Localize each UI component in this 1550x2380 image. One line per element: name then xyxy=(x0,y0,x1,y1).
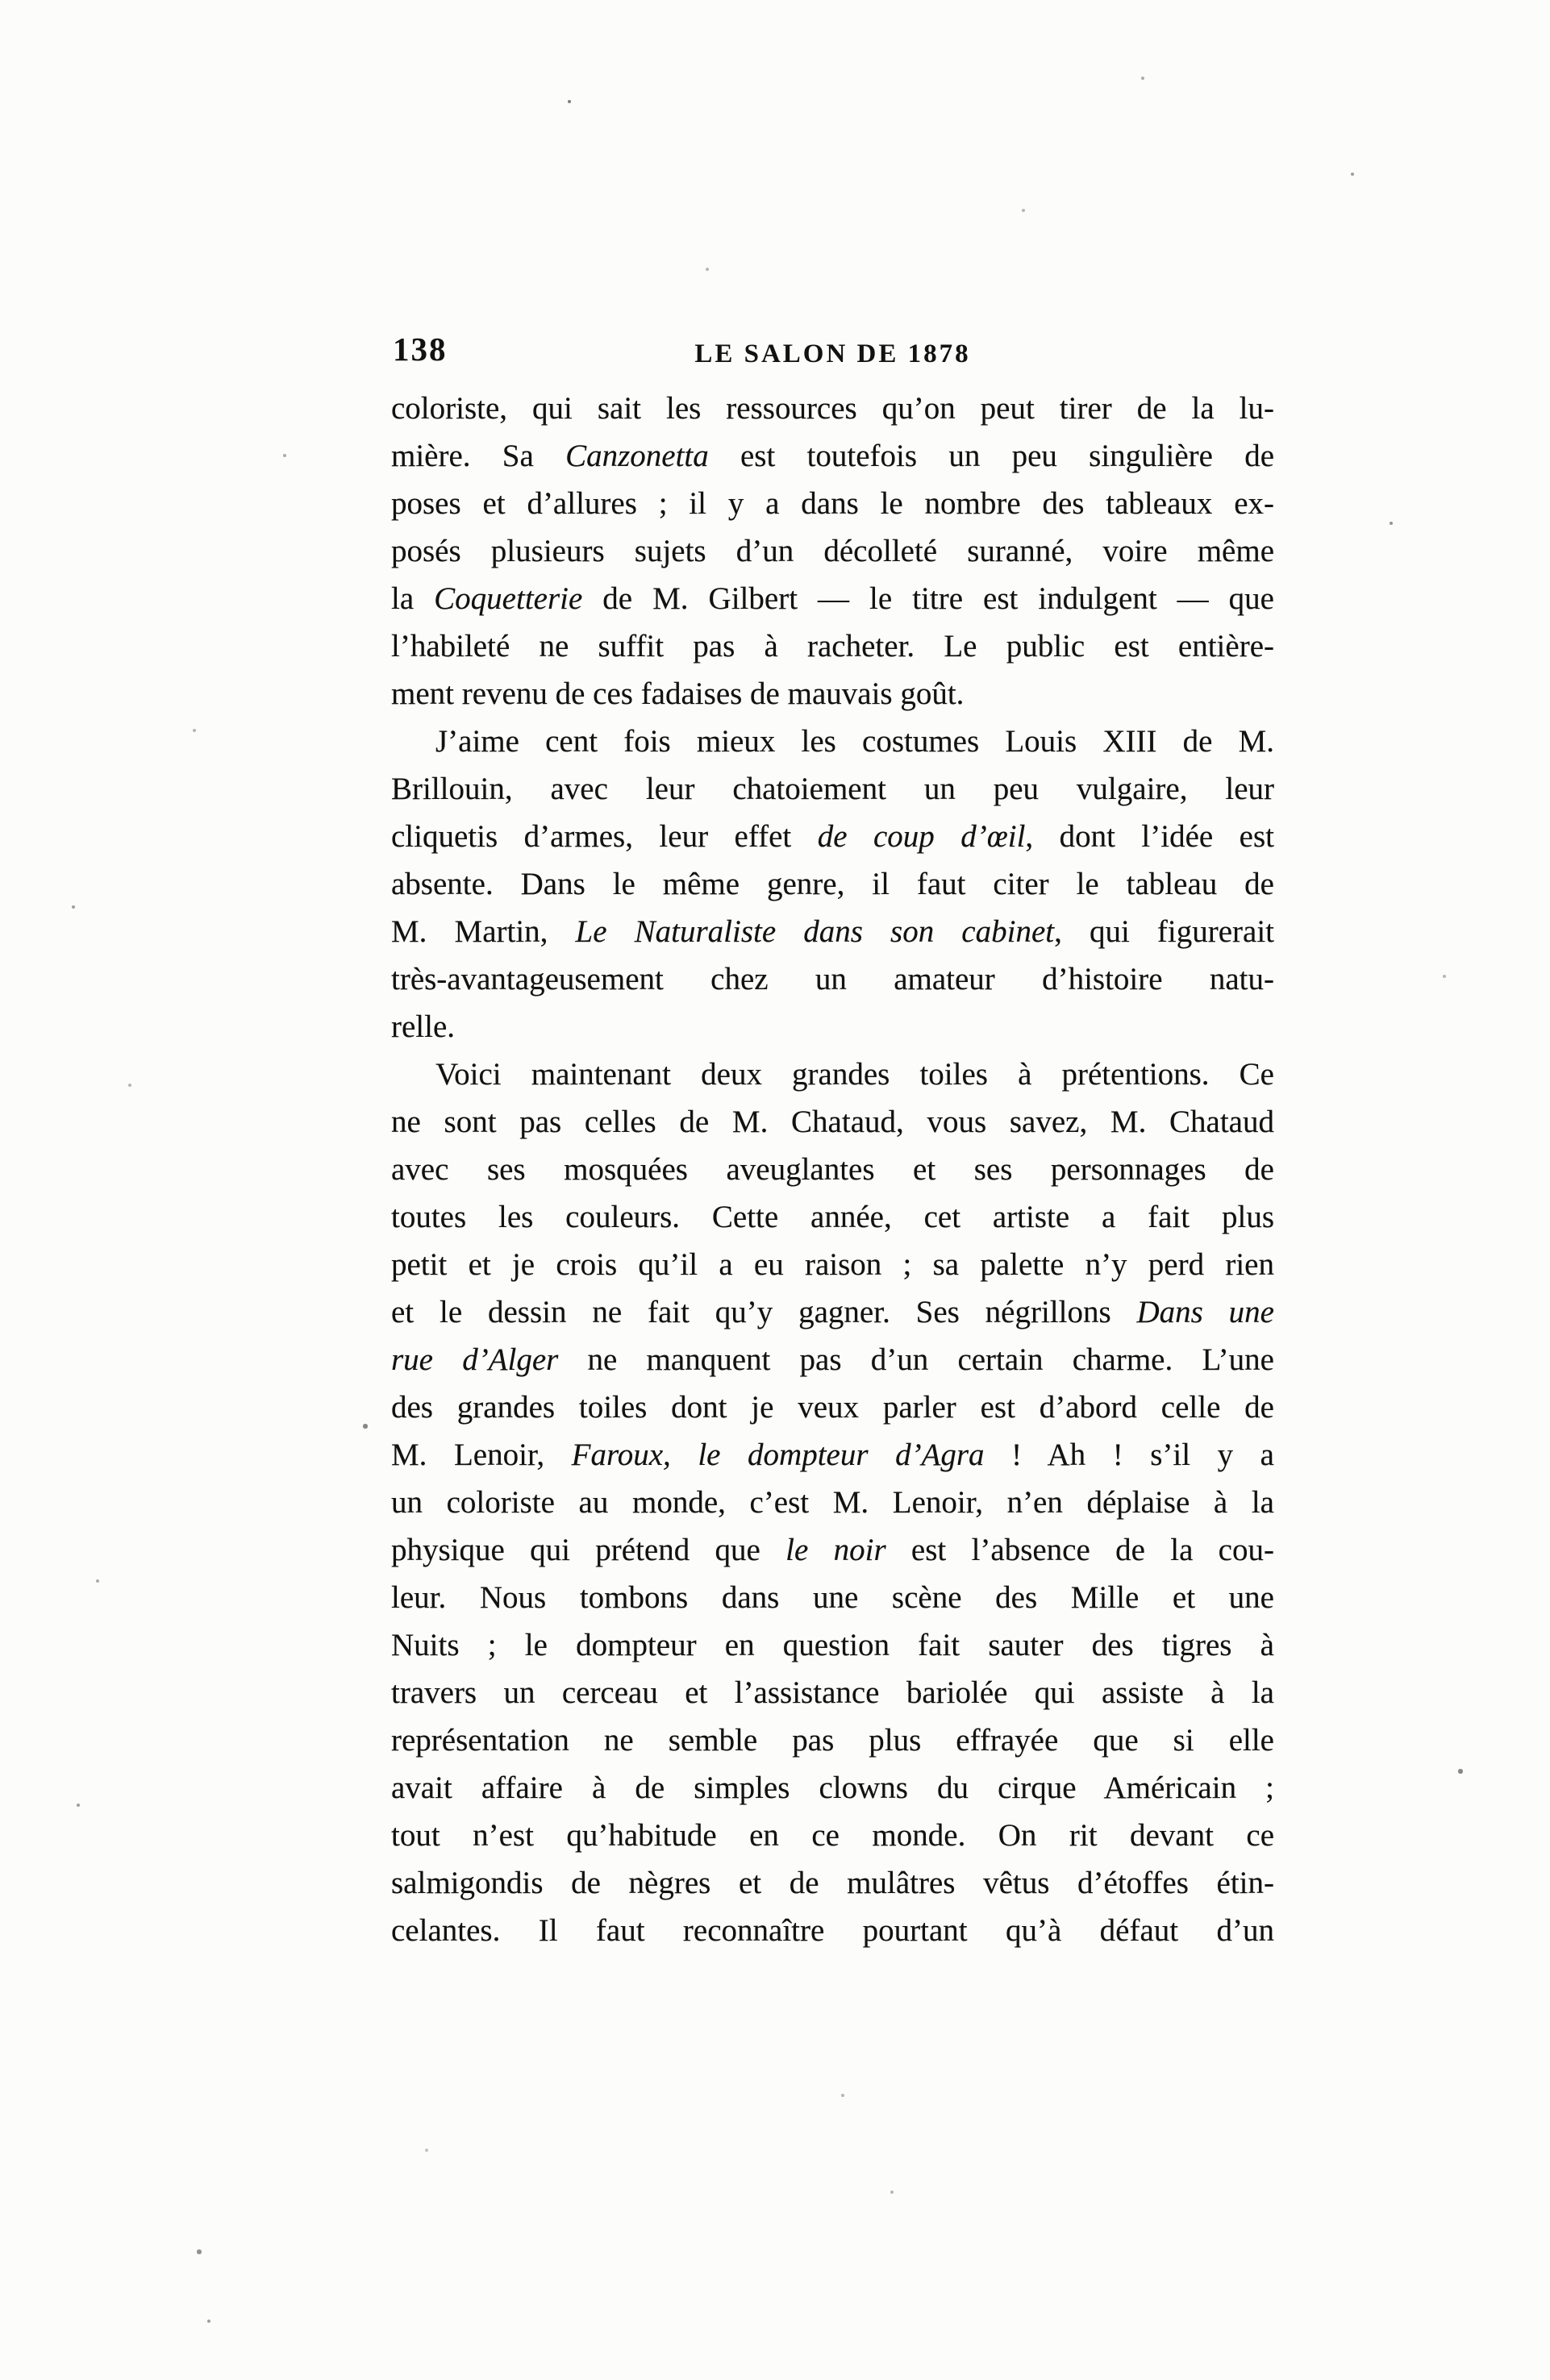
text-line xyxy=(391,1859,1274,1907)
italic-text-segment: de coup d’œil xyxy=(817,819,1026,854)
text-segment: avait affaire à de simples clowns du cirque Américain ; xyxy=(391,1770,1274,1805)
text-segment: physique qui prétend que xyxy=(391,1533,786,1567)
body-text xyxy=(391,385,1274,1954)
text-line xyxy=(391,1146,1274,1193)
text-segment: est toutefois un peu singulière de xyxy=(708,439,1274,473)
text-segment: ne manquent pas d’un certain charme. L’une xyxy=(558,1342,1274,1377)
text-segment: ne sont pas celles de M. Chataud, vous savez, M. Chataud xyxy=(391,1105,1274,1139)
text-segment: salmigondis de nègres et de mulâtres vêtus d’étoffes étin- xyxy=(391,1866,1274,1900)
text-line xyxy=(391,718,1274,765)
text-segment: M. Lenoir, xyxy=(391,1438,572,1472)
text-line xyxy=(391,1431,1274,1479)
text-line xyxy=(391,908,1274,955)
italic-text-segment: Dans une xyxy=(1136,1295,1274,1329)
italic-text-segment: le noir xyxy=(785,1533,886,1567)
italic-text-segment: Le Naturaliste dans son cabinet xyxy=(575,914,1055,949)
text-segment: , dont l’idée est xyxy=(1025,819,1274,854)
text-segment: petit et je crois qu’il a eu raison ; sa palette n’y perd rien xyxy=(391,1247,1274,1282)
italic-text-segment: Coquetterie xyxy=(434,581,583,616)
text-line xyxy=(391,955,1274,1003)
text-line xyxy=(391,1574,1274,1621)
text-segment: un coloriste au monde, c’est M. Lenoir, n’en déplaise à la xyxy=(391,1485,1274,1520)
text-line xyxy=(391,1621,1274,1669)
text-segment: et le dessin ne fait qu’y gagner. Ses négrillons xyxy=(391,1295,1137,1329)
text-line xyxy=(391,1716,1274,1764)
text-line xyxy=(391,432,1274,480)
text-line xyxy=(391,1812,1274,1859)
text-segment: Brillouin, avec leur chatoiement un peu vulgaire, leur xyxy=(391,772,1274,806)
text-segment: celantes. Il faut reconnaître pourtant qu’à défaut d’un xyxy=(391,1913,1274,1948)
text-line xyxy=(391,1051,1274,1098)
text-segment: représentation ne semble pas plus effrayée que si elle xyxy=(391,1723,1274,1758)
running-title: LE SALON DE 1878 xyxy=(694,339,971,368)
text-segment: Voici maintenant deux grandes toiles à prétentions. Ce xyxy=(435,1057,1274,1092)
text-line xyxy=(391,480,1274,527)
text-line xyxy=(391,385,1274,432)
text-segment: est l’absence de la cou- xyxy=(885,1533,1274,1567)
text-segment: avec ses mosquées aveuglantes et ses personnages de xyxy=(391,1152,1274,1187)
text-segment: très-avantageusement chez un amateur d’histoire natu- xyxy=(391,962,1274,997)
text-line xyxy=(391,813,1274,860)
text-segment: l’habileté ne suffit pas à racheter. Le public est entière- xyxy=(391,629,1274,664)
text-line xyxy=(391,1193,1274,1241)
text-line xyxy=(391,622,1274,670)
text-segment: absente. Dans le même genre, il faut citer le tableau de xyxy=(391,867,1274,901)
text-line xyxy=(391,575,1274,622)
text-segment: poses et d’allures ; il y a dans le nombre des tableaux ex- xyxy=(391,486,1274,521)
text-line xyxy=(391,1336,1274,1383)
scan-noise-speckles xyxy=(0,0,2,2)
italic-text-segment: Canzonetta xyxy=(565,439,709,473)
text-segment: des grandes toiles dont je veux parler est d’abord celle de xyxy=(391,1390,1274,1425)
text-line xyxy=(391,1098,1274,1146)
text-line xyxy=(391,1241,1274,1288)
italic-text-segment: rue d’Alger xyxy=(391,1342,559,1377)
text-line xyxy=(391,1383,1274,1431)
text-line xyxy=(391,1003,1274,1051)
text-segment: mière. Sa xyxy=(391,439,566,473)
text-line xyxy=(391,1479,1274,1526)
text-line xyxy=(391,765,1274,813)
text-segment: , qui figurerait xyxy=(1054,914,1274,949)
text-line xyxy=(391,1764,1274,1812)
text-segment: coloriste, qui sait les ressources qu’on peut tirer de la lu- xyxy=(391,391,1274,426)
text-segment: toutes les couleurs. Cette année, cet artiste a fait plus xyxy=(391,1200,1274,1234)
text-segment: ment revenu de ces fadaises de mauvais goût. xyxy=(391,676,965,711)
text-line xyxy=(391,860,1274,908)
text-line xyxy=(391,1526,1274,1574)
italic-text-segment: Faroux, le dompteur d’Agra xyxy=(571,1438,985,1472)
text-segment: J’aime cent fois mieux les costumes Louis XIII de M. xyxy=(435,724,1274,759)
text-segment: relle. xyxy=(391,1009,456,1044)
text-line xyxy=(391,527,1274,575)
text-segment: Nuits ; le dompteur en question fait sauter des tigres à xyxy=(391,1628,1274,1662)
text-line xyxy=(391,1669,1274,1716)
page-number: 138 xyxy=(393,331,448,368)
text-segment: tout n’est qu’habitude en ce monde. On rit devant ce xyxy=(391,1818,1274,1853)
text-segment: leur. Nous tombons dans une scène des Mille et une xyxy=(391,1580,1274,1615)
text-line xyxy=(391,1288,1274,1336)
text-segment: cliquetis d’armes, leur effet xyxy=(391,819,818,854)
text-line xyxy=(391,1907,1274,1954)
text-segment: ! Ah ! s’il y a xyxy=(984,1438,1274,1472)
text-segment: la xyxy=(391,581,435,616)
text-segment: de M. Gilbert — le titre est indulgent — que xyxy=(582,581,1274,616)
text-segment: M. Martin, xyxy=(391,914,576,949)
text-line xyxy=(391,670,1274,718)
text-segment: posés plusieurs sujets d’un décolleté suranné, voire même xyxy=(391,534,1274,568)
text-segment: travers un cerceau et l’assistance bariolée qui assiste à la xyxy=(391,1675,1274,1710)
